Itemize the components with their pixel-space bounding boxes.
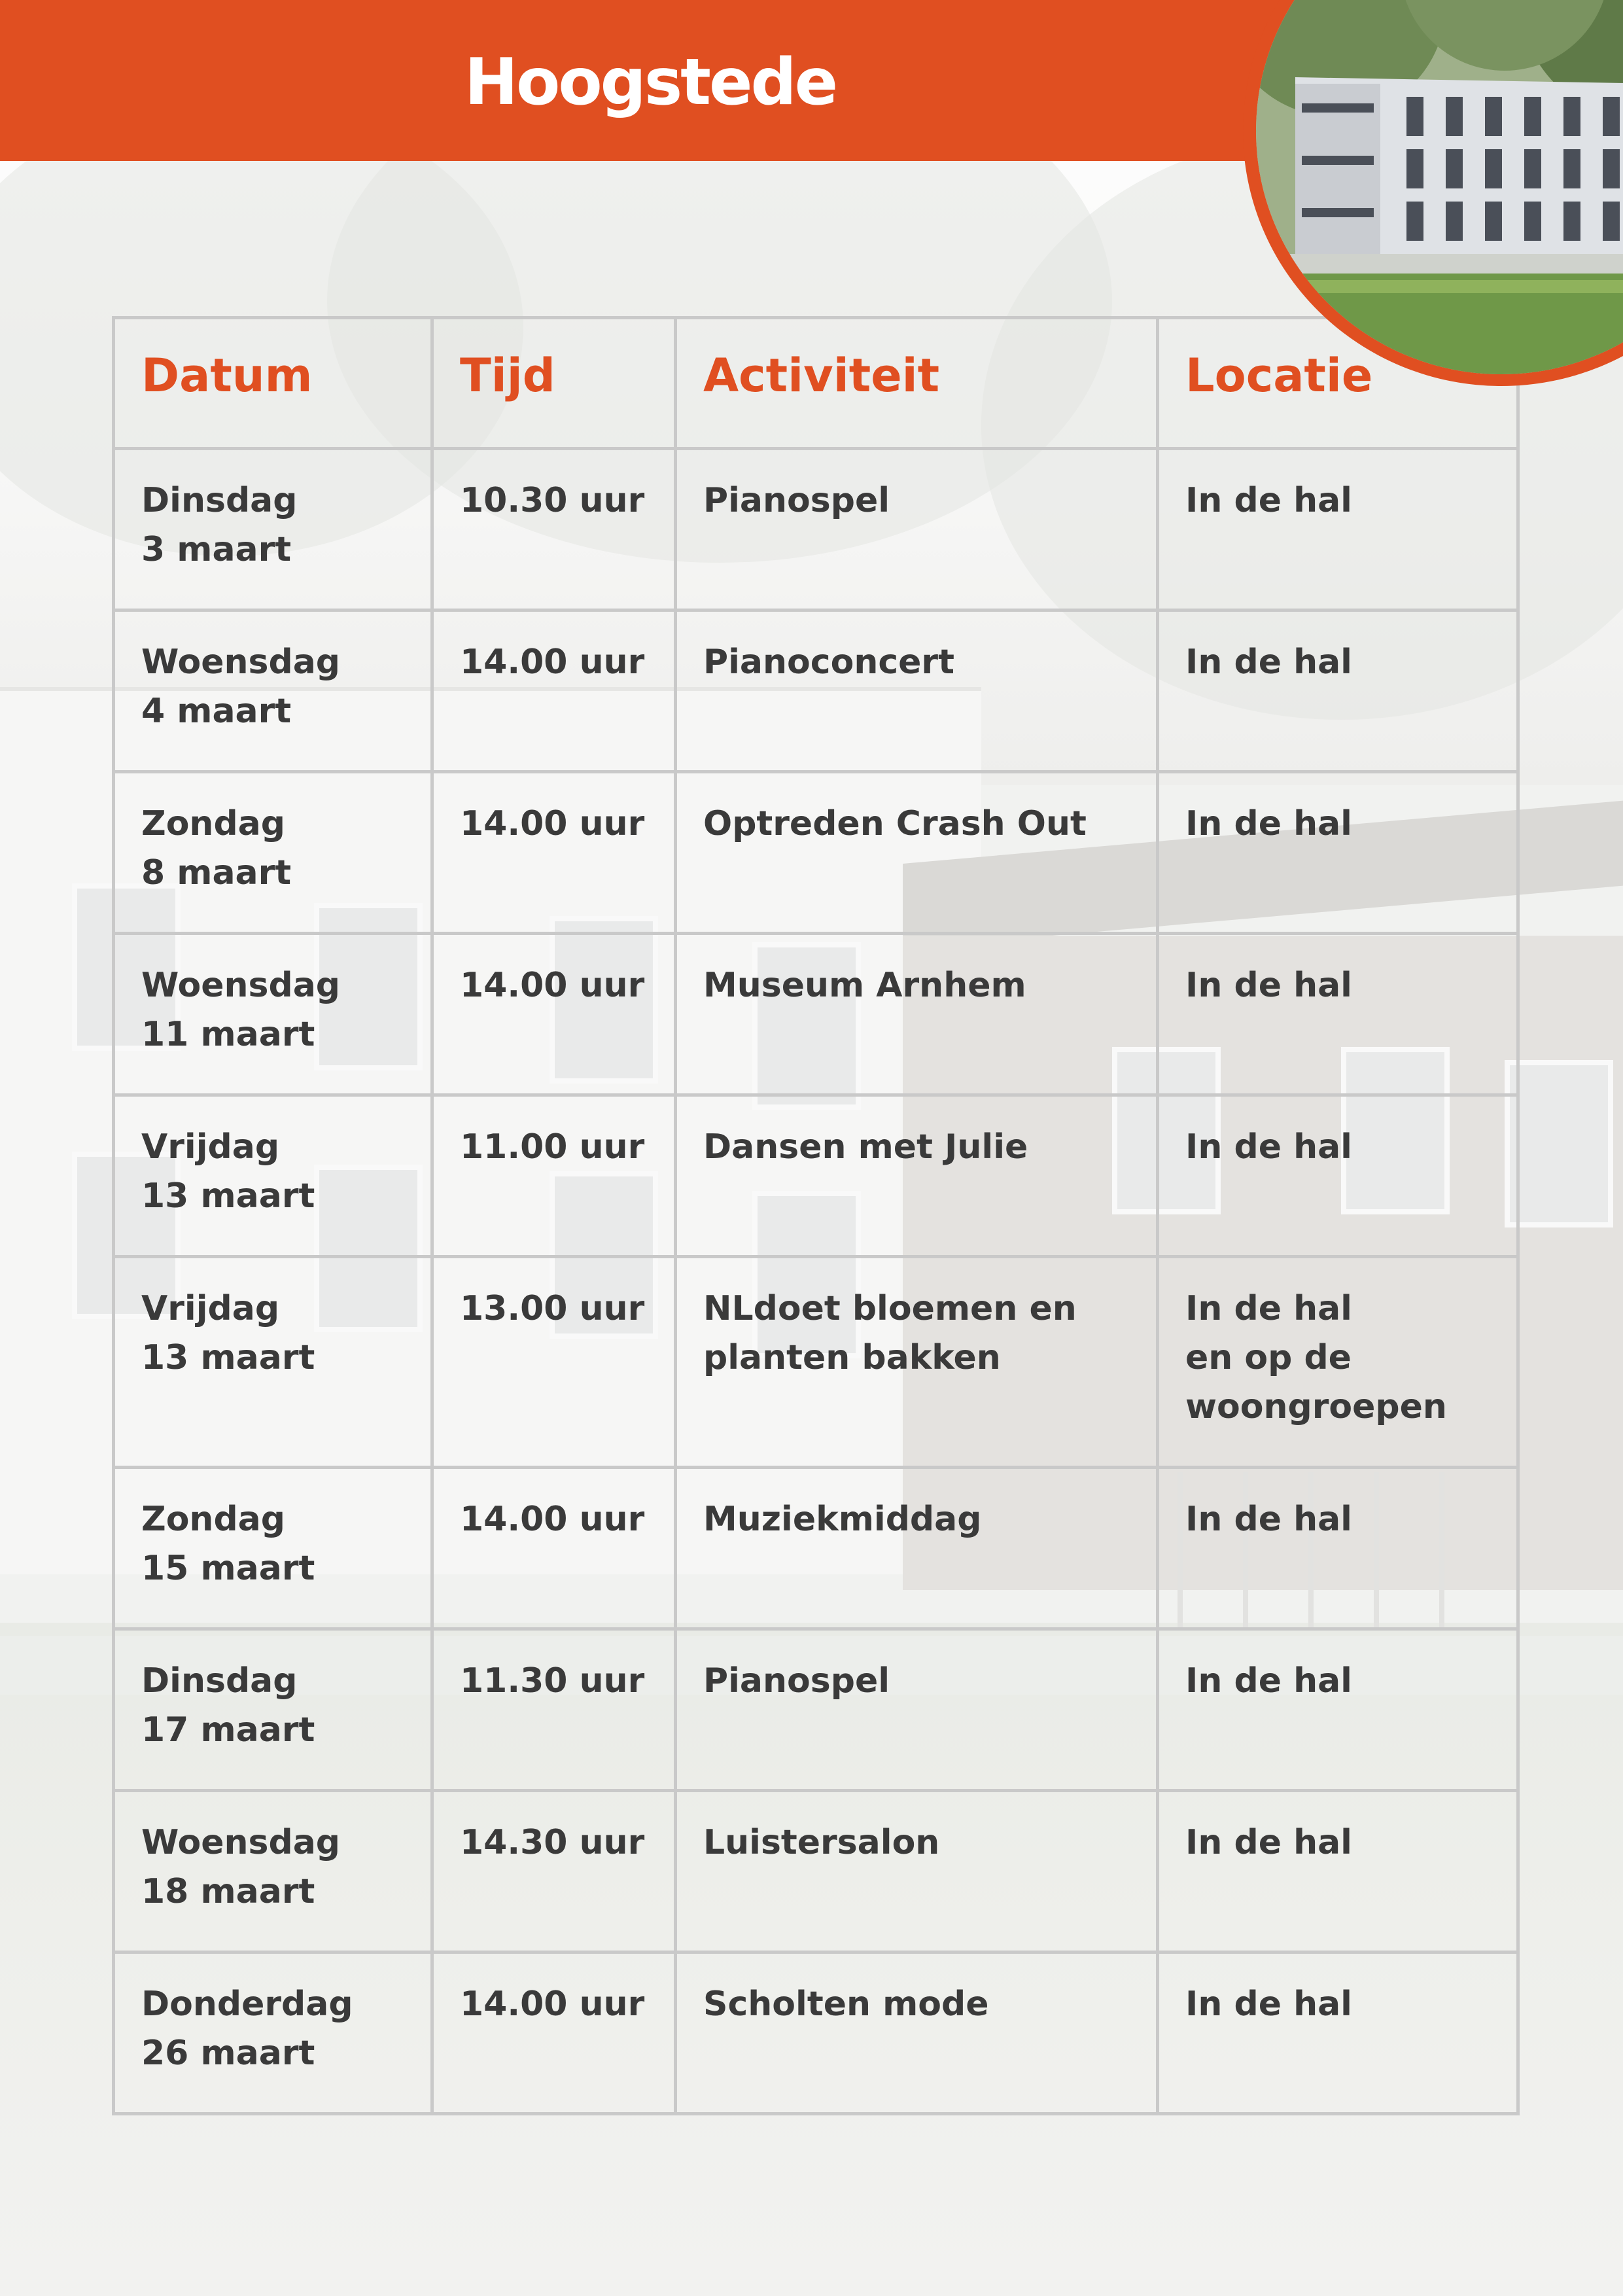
date-cell [114,449,432,610]
location-cell [1158,934,1518,1095]
date-cell [114,1468,432,1629]
table-row [114,1952,1518,2114]
location-cell [1158,1468,1518,1629]
date-cell [114,610,432,772]
date-cell [114,1952,432,2114]
day-text: Woensdag [141,966,341,1005]
location-cell [1158,1629,1518,1791]
activity-cell [676,610,1158,772]
table-row [114,449,1518,610]
date-text: 15 maart [141,1549,315,1588]
day-text: Woensdag [141,643,341,682]
table-row [114,934,1518,1095]
location-text: In de hal [1185,1985,1352,2024]
activity-text: Dansen met Julie [703,1127,1028,1167]
date-text: 8 maart [141,853,292,892]
day-text: Dinsdag [141,1661,298,1701]
location-cell [1158,1791,1518,1952]
date-text: 17 maart [141,1710,315,1750]
table-row [114,610,1518,772]
date-text: 11 maart [141,1015,315,1054]
date-text: 3 maart [141,530,292,569]
activity-text: Optreden Crash Out [703,804,1087,843]
date-cell [114,934,432,1095]
time-cell: 11.30 uur [432,1629,676,1791]
location-text: In de hal [1185,966,1352,1005]
activity-text: Scholten mode [703,1985,989,2024]
day-text: Donderdag [141,1985,353,2024]
table-row [114,1095,1518,1257]
activity-text: Pianoconcert [703,643,954,682]
column-header-datum: Datum [114,318,432,449]
time-cell: 14.00 uur [432,772,676,934]
time-cell: 14.00 uur [432,610,676,772]
table-header-row [114,318,1518,449]
location-text: In de hal [1185,1127,1352,1167]
date-cell [114,772,432,934]
time-cell: 14.00 uur [432,1468,676,1629]
table-row [114,772,1518,934]
day-text: Vrijdag [141,1127,280,1167]
table-row [114,1629,1518,1791]
date-cell [114,1257,432,1468]
location-text: In de hal [1185,1661,1352,1701]
day-text: Dinsdag [141,481,298,520]
location-text: In de hal [1185,643,1352,682]
activity-text: Pianospel [703,481,890,520]
date-cell [114,1791,432,1952]
activity-text: Pianospel [703,1661,890,1701]
table-row [114,1468,1518,1629]
activity-cell [676,934,1158,1095]
table-row [114,1257,1518,1468]
day-text: Zondag [141,1500,285,1539]
activity-text: Luistersalon [703,1823,940,1862]
location-text: In de hal [1185,1823,1352,1862]
activity-cell [676,1791,1158,1952]
table-row [114,1791,1518,1952]
day-text: Vrijdag [141,1289,280,1328]
activity-cell [676,1468,1158,1629]
column-header-locatie: Locatie [1158,318,1518,449]
location-cell [1158,610,1518,772]
activity-cell [676,1095,1158,1257]
activity-schedule-table [112,316,1520,2115]
activity-cell [676,1629,1158,1791]
activity-text: Museum Arnhem [703,966,1026,1005]
activity-cell [676,1257,1158,1468]
location-cell [1158,1257,1518,1468]
day-text: Woensdag [141,1823,341,1862]
activity-text: planten bakken [703,1338,1001,1377]
day-text: Zondag [141,804,285,843]
time-cell: 14.00 uur [432,1952,676,2114]
location-text: In de hal [1185,804,1352,843]
time-cell: 11.00 uur [432,1095,676,1257]
date-text: 13 maart [141,1176,315,1216]
location-cell [1158,1095,1518,1257]
location-text: In de hal [1185,1289,1352,1328]
time-cell: 13.00 uur [432,1257,676,1468]
column-header-activiteit: Activiteit [676,318,1158,449]
activity-text: Muziekmiddag [703,1500,982,1539]
time-cell: 14.30 uur [432,1791,676,1952]
location-text: In de hal [1185,1500,1352,1539]
activity-cell [676,449,1158,610]
date-cell [114,1629,432,1791]
date-text: 4 maart [141,692,292,731]
location-cell [1158,772,1518,934]
date-text: 13 maart [141,1338,315,1377]
location-cell [1158,1952,1518,2114]
activity-text: NLdoet bloemen en [703,1289,1077,1328]
date-text: 18 maart [141,1872,315,1911]
location-text: en op de [1185,1338,1352,1377]
column-header-tijd: Tijd [432,318,676,449]
location-cell [1158,449,1518,610]
activity-cell [676,1952,1158,2114]
time-cell: 14.00 uur [432,934,676,1095]
location-text: In de hal [1185,481,1352,520]
activity-cell [676,772,1158,934]
date-text: 26 maart [141,2034,315,2073]
date-cell [114,1095,432,1257]
brand-title: Hoogstede [464,45,837,120]
location-text: woongroepen [1185,1387,1447,1426]
time-cell: 10.30 uur [432,449,676,610]
